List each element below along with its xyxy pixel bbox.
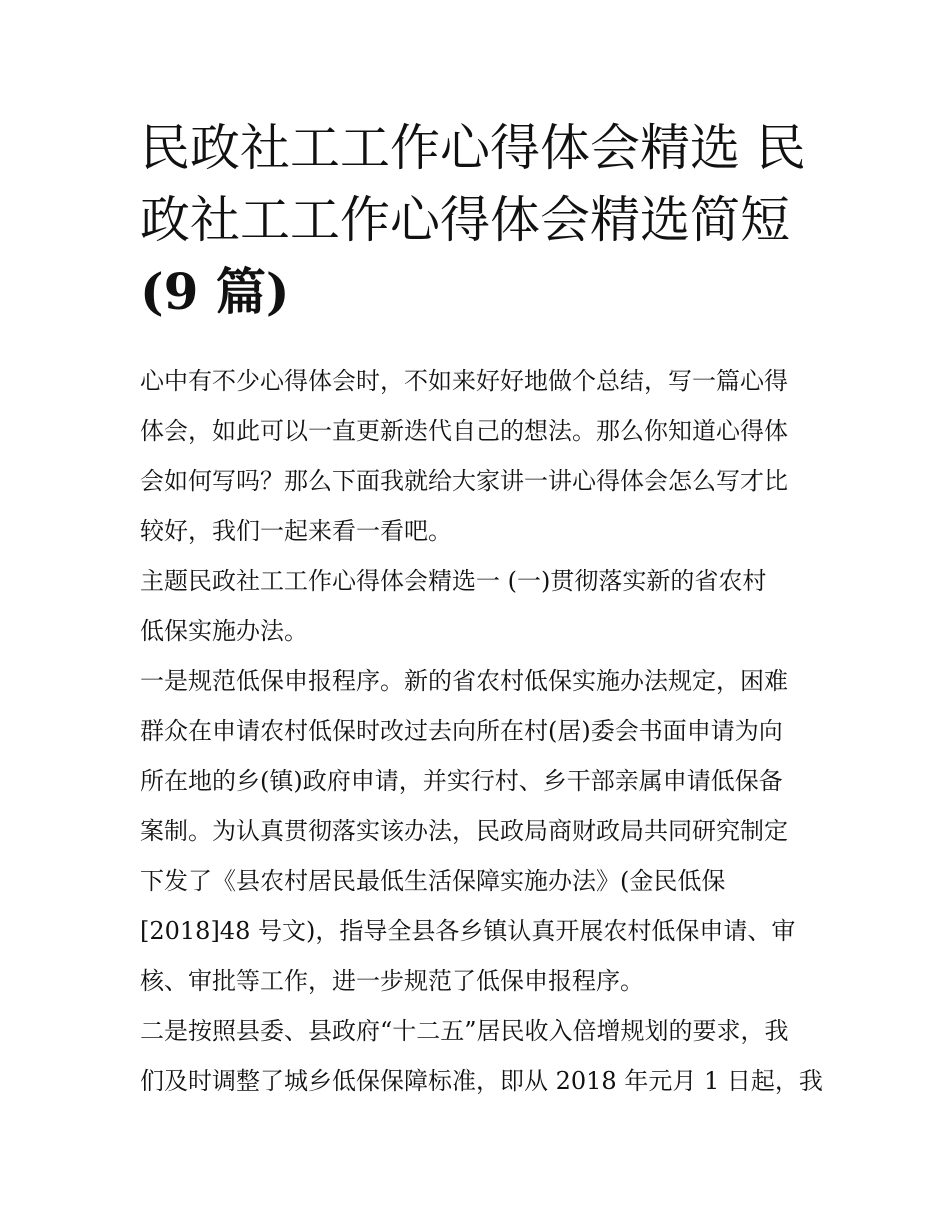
paragraph-line: [2018]48 号文)，指导全县各乡镇认真开展农村低保申请、审 xyxy=(140,917,796,945)
paragraph-line: 下发了《县农村居民最低生活保障实施办法》(金民低保 xyxy=(140,867,726,895)
document-body xyxy=(140,356,823,1106)
paragraph-point-one xyxy=(140,656,820,1006)
paragraph-line: 二是按照县委、县政府“十二五”居民收入倍增规划的要求，我 xyxy=(140,1017,789,1045)
paragraph-point-two xyxy=(140,1006,823,1106)
paragraph-line: 所在地的乡(镇)政府申请，并实行村、乡干部亲属申请低保备 xyxy=(140,767,783,795)
title-line-3: (9 篇) xyxy=(140,262,290,321)
paragraph-line: 们及时调整了城乡低保保障标准，即从 2018 年元月 1 日起，我 xyxy=(140,1067,823,1095)
paragraph-line: 会如何写吗？那么下面我就给大家讲一讲心得体会怎么写才比 xyxy=(140,467,788,495)
paragraph-line: 核、审批等工作，进一步规范了低保申报程序。 xyxy=(140,967,644,995)
paragraph-intro xyxy=(140,356,820,556)
paragraph-line: 心中有不少心得体会时，不如来好好地做个总结，写一篇心得 xyxy=(140,367,788,395)
paragraph-line: 体会，如此可以一直更新迭代自己的想法。那么你知道心得体 xyxy=(140,417,788,445)
paragraph-line: 案制。为认真贯彻落实该办法，民政局商财政局共同研究制定 xyxy=(140,817,788,845)
document-title xyxy=(140,112,820,328)
paragraph-line: 群众在申请农村低保时改过去向所在村(居)委会书面申请为向 xyxy=(140,717,783,745)
paragraph-line: 低保实施办法。 xyxy=(140,617,308,645)
paragraph-line: 主题民政社工工作心得体会精选一 (一)贯彻落实新的省农村 xyxy=(140,567,767,595)
title-line-2: 政社工工作心得体会精选简短 xyxy=(140,191,790,249)
paragraph-topic-heading xyxy=(140,556,820,656)
title-line-1: 民政社工工作心得体会精选 民 xyxy=(140,119,806,177)
paragraph-line: 较好，我们一起来看一看吧。 xyxy=(140,517,452,545)
paragraph-line: 一是规范低保申报程序。新的省农村低保实施办法规定，困难 xyxy=(140,667,788,695)
